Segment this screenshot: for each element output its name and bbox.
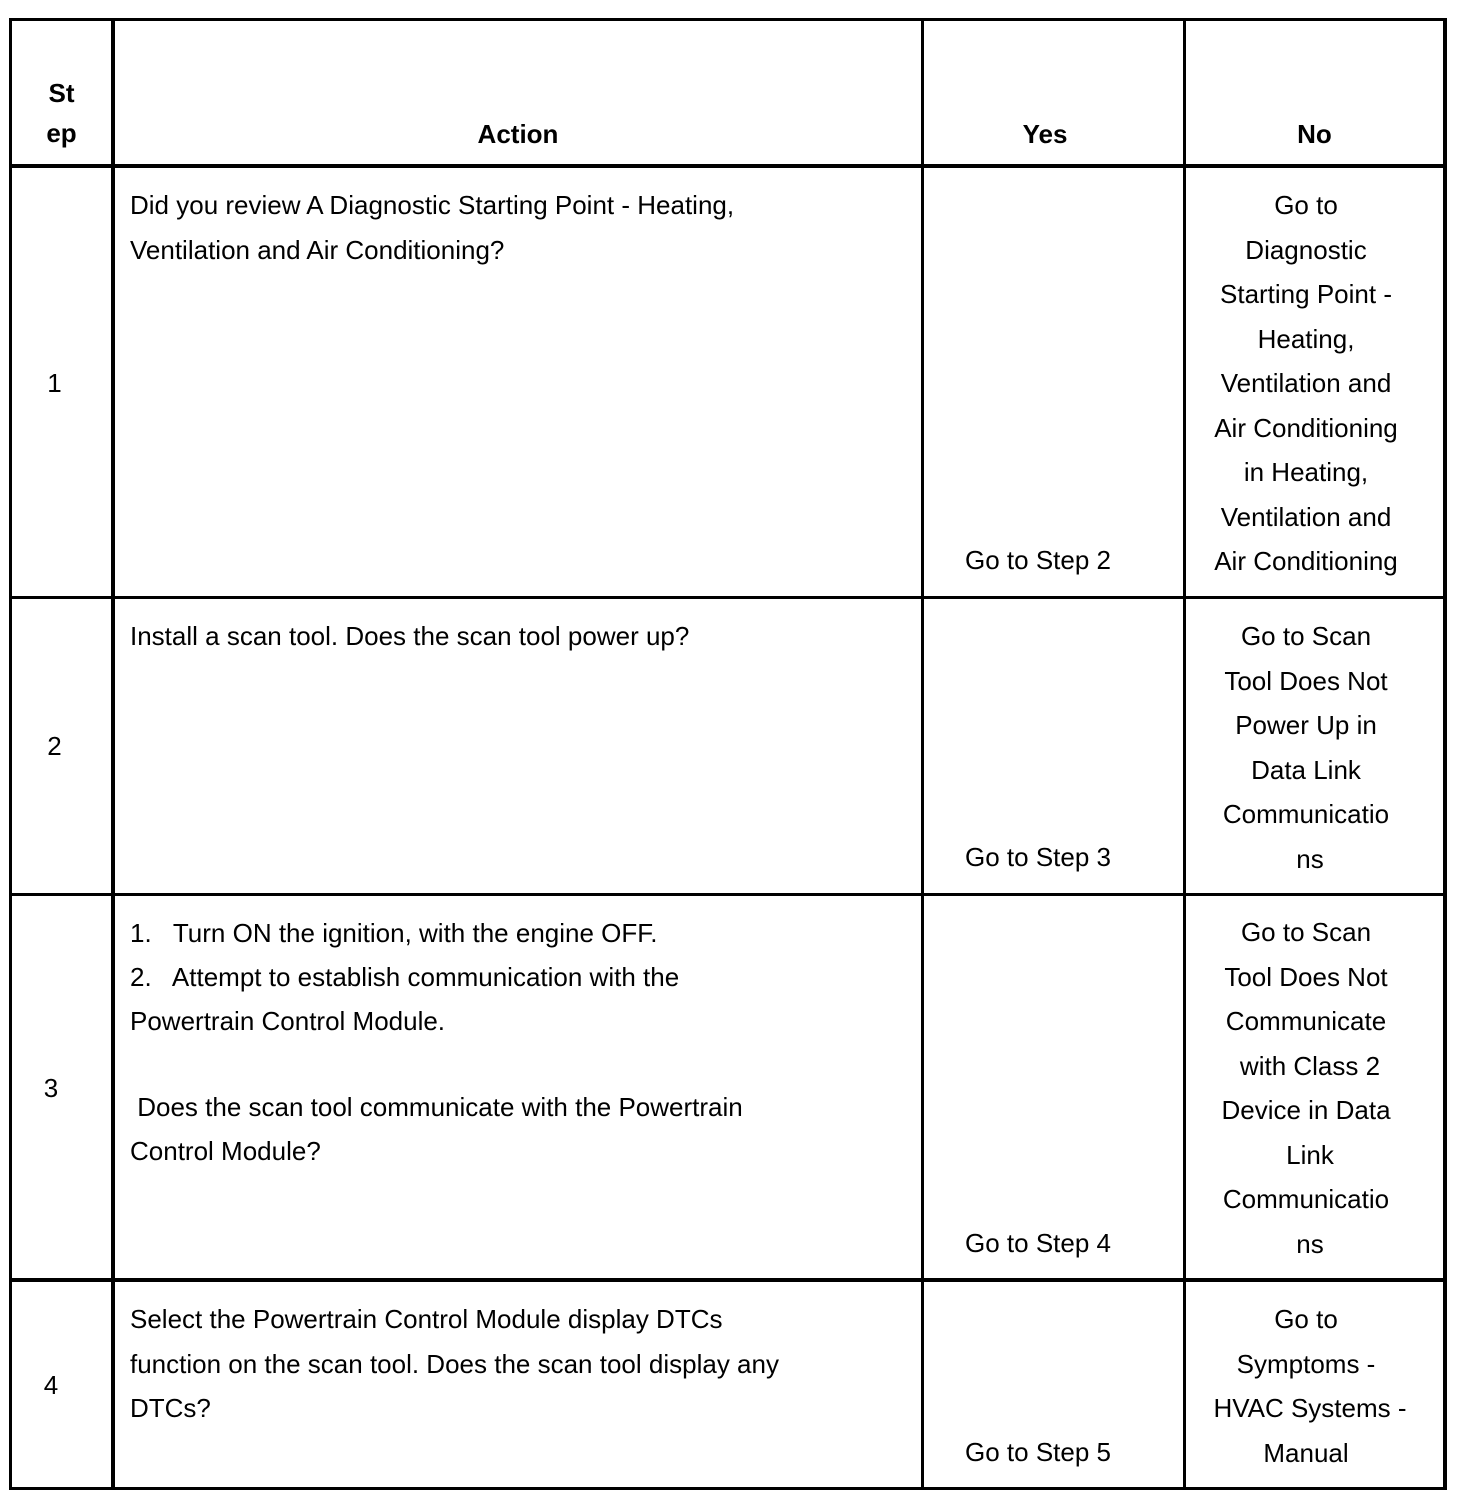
no-line: Communicatio xyxy=(1222,1184,1390,1214)
yes-cell-2: Go to Step 3 xyxy=(965,842,1111,872)
no-line: Communicatio xyxy=(1222,799,1390,829)
action-line: Control Module? xyxy=(130,1136,321,1166)
no-cell-3 xyxy=(1186,910,1426,1266)
table-border-bottom xyxy=(9,1487,1447,1490)
yes-cell-1: Go to Step 2 xyxy=(965,545,1111,575)
no-line: with Class 2 xyxy=(1239,1050,1381,1081)
header-step xyxy=(12,73,111,153)
table-border-top xyxy=(9,18,1447,21)
action-line: Ventilation and Air Conditioning? xyxy=(130,234,505,265)
no-line: Tool Does Not xyxy=(1224,665,1388,696)
no-line: Device in Data xyxy=(1221,1095,1391,1125)
no-line: ns xyxy=(1296,843,1324,874)
step-number-1: 1 xyxy=(47,368,62,398)
action-cell-3 xyxy=(130,911,910,1173)
header-step-line1: St xyxy=(48,78,75,108)
row-divider-3 xyxy=(9,1278,1447,1282)
action-line: Select the Powertrain Control Module display DTCs xyxy=(130,1304,723,1334)
yes-cell-4: Go to Step 5 xyxy=(965,1437,1111,1467)
no-line: HVAC Systems - xyxy=(1213,1393,1407,1423)
no-cell-2 xyxy=(1186,614,1426,881)
no-line: Air Conditioning xyxy=(1214,412,1398,443)
no-line: Link xyxy=(1286,1139,1334,1170)
step-number-4: 4 xyxy=(43,1370,59,1400)
no-line: Data Link xyxy=(1251,754,1361,785)
action-line: DTCs? xyxy=(130,1393,211,1423)
no-line: Air Conditioning xyxy=(1214,546,1398,576)
no-line: Symptoms - xyxy=(1236,1348,1376,1379)
no-cell-4 xyxy=(1186,1297,1426,1475)
header-divider xyxy=(9,164,1447,168)
no-line: Go to xyxy=(1274,190,1338,220)
no-line: Go to Scan xyxy=(1240,621,1372,651)
col-divider-step-action xyxy=(111,18,115,1490)
header-yes: Yes xyxy=(1022,119,1068,149)
no-line: Ventilation and xyxy=(1220,501,1392,532)
action-line: Powertrain Control Module. xyxy=(130,1006,446,1036)
no-line: Ventilation and xyxy=(1220,368,1392,398)
no-cell-1 xyxy=(1186,183,1426,584)
no-line: Go to Scan xyxy=(1240,917,1372,947)
no-line: Heating, xyxy=(1257,323,1355,354)
action-line: function on the scan tool. Does the scan tool display any xyxy=(130,1348,779,1379)
header-step-line2: ep xyxy=(46,118,77,148)
no-line: Communicate xyxy=(1225,1006,1387,1036)
no-line: Go to xyxy=(1274,1304,1338,1334)
step-number-3: 3 xyxy=(43,1073,59,1103)
no-line: ns xyxy=(1296,1228,1324,1259)
header-action: Action xyxy=(477,119,559,149)
row-divider-1 xyxy=(9,596,1447,599)
table-border-right xyxy=(1443,18,1447,1490)
action-cell-4 xyxy=(130,1297,910,1431)
row-divider-2 xyxy=(9,893,1447,896)
action-line: 1. Turn ON the ignition, with the engine OFF. xyxy=(130,918,658,948)
action-cell-1 xyxy=(130,183,910,272)
no-line: Tool Does Not xyxy=(1224,961,1388,992)
action-cell-2 xyxy=(130,614,910,659)
action-line: Does the scan tool communicate with the Powertrain xyxy=(130,1092,743,1122)
no-line: Power Up in xyxy=(1235,710,1377,740)
no-line: Starting Point - xyxy=(1220,279,1392,309)
col-divider-action-yes xyxy=(921,18,924,1490)
action-line xyxy=(130,1043,910,1085)
step-number-2: 2 xyxy=(47,731,62,761)
action-line: Did you review A Diagnostic Starting Point - Heating, xyxy=(130,190,735,220)
no-line: in Heating, xyxy=(1243,457,1369,487)
no-line: Diagnostic xyxy=(1245,234,1367,265)
header-no: No xyxy=(1297,119,1332,149)
no-line: Manual xyxy=(1263,1437,1349,1468)
action-line: Install a scan tool. Does the scan tool power up? xyxy=(130,621,690,651)
action-line: 2. Attempt to establish communication with the xyxy=(130,962,680,992)
yes-cell-3: Go to Step 4 xyxy=(965,1228,1111,1258)
